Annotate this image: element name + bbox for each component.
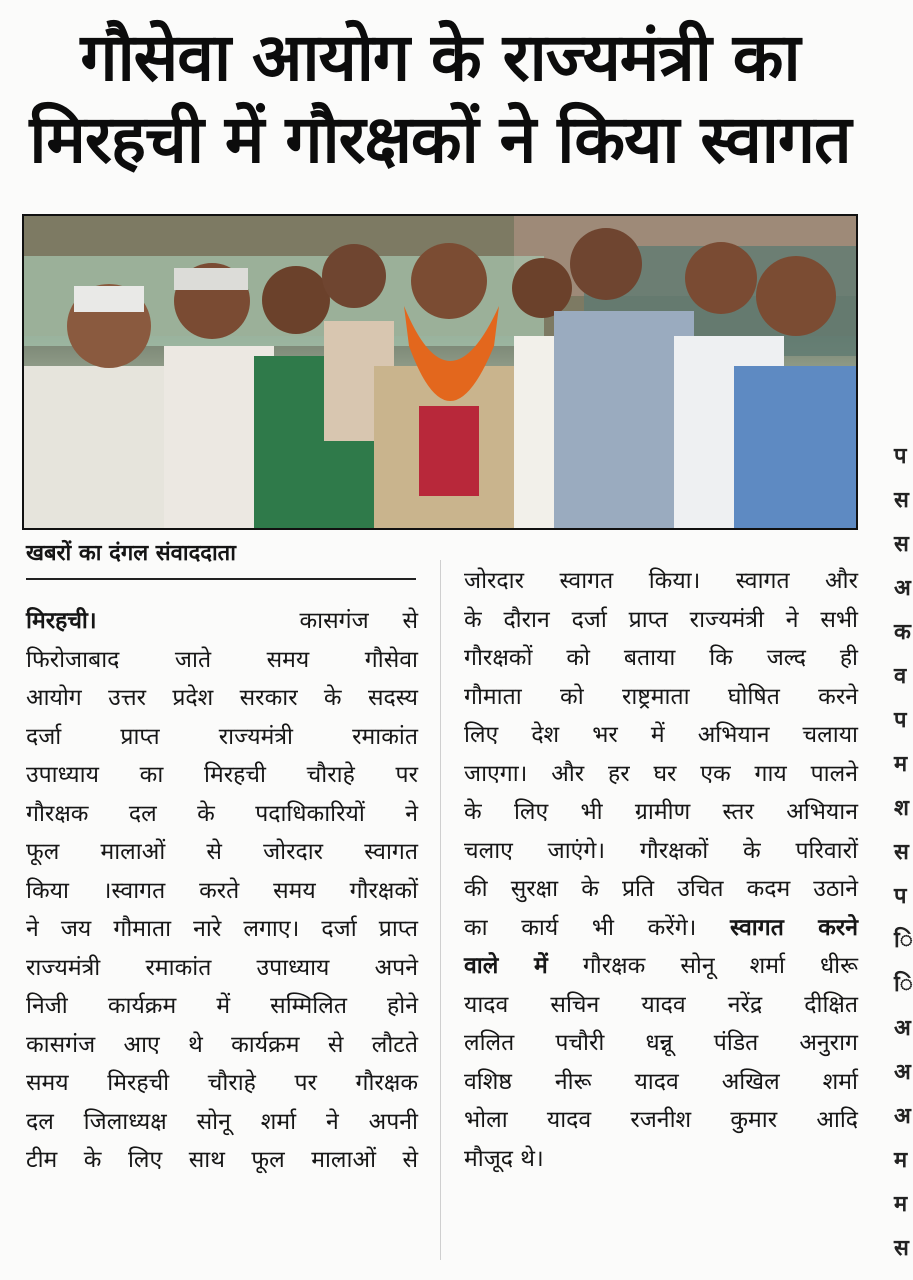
column1-line: गौरक्षक दल के पदाधिकारियों ने	[26, 800, 418, 827]
column1-line: फिरोजाबाद जाते समय गौसेवा	[26, 646, 418, 673]
column1-line: समय मिरहची चौराहे पर गौरक्षक	[26, 1070, 418, 1096]
column2-line: यादव सचिन यादव नरेंद्र दीक्षित	[464, 991, 858, 1018]
byline-rule	[26, 578, 416, 580]
column1-line: निजी कार्यक्रम में सम्मिलित होने	[26, 993, 418, 1019]
edge-fragment-char: अ	[894, 576, 911, 601]
article-column-2	[464, 562, 858, 1178]
column1-line: टीम के लिए साथ फूल मालाओं से	[26, 1147, 418, 1173]
column2-line-11-text: गौरक्षक सोनू शर्मा धीरू	[582, 953, 859, 979]
column1-line-1	[26, 602, 418, 641]
edge-fragment-char: प	[894, 708, 907, 733]
news-photo	[22, 214, 858, 530]
column2-line: भोला यादव रजनीश कुमार आदि	[464, 1107, 858, 1133]
group-photo-illustration	[24, 216, 856, 528]
column-divider	[440, 560, 441, 1260]
column2-line: चलाए जाएंगे। गौरक्षकों के परिवारों	[464, 837, 858, 864]
column1-line-1-text: कासगंज से	[299, 608, 418, 634]
dateline: मिरहची।	[26, 608, 97, 634]
headline-line-2: मिरहची में गौरक्षकों ने किया स्वागत	[29, 101, 851, 178]
edge-fragment-char: श	[894, 796, 909, 821]
edge-fragment-char: म	[894, 752, 908, 777]
edge-fragment-char: स	[894, 840, 909, 865]
adjacent-article-edge	[872, 0, 913, 1280]
column2-line-10	[464, 909, 858, 948]
column2-line: के लिए भी ग्रामीण स्तर अभियान	[464, 799, 858, 825]
column1-line: उपाध्याय का मिरहची चौराहे पर	[26, 762, 418, 788]
column2-line: लिए देश भर में अभियान चलाया	[464, 722, 858, 748]
edge-fragment-char: स	[894, 532, 909, 557]
edge-fragment-char: म	[894, 1192, 908, 1217]
column1-line: कासगंज आए थे कार्यक्रम से लौटते	[26, 1031, 418, 1058]
byline: खबरों का दंगल संवाददाता	[26, 541, 236, 566]
column2-line-10-text: का कार्य भी करेंगे।	[464, 914, 697, 941]
edge-fragment-char: प	[894, 444, 907, 469]
column2-line-11-bold: वाले में	[464, 953, 548, 979]
article-column-1	[26, 602, 418, 1180]
edge-fragment-char: क	[894, 620, 911, 645]
edge-fragment-char: ि	[894, 928, 913, 953]
edge-fragment-char: ि	[894, 972, 913, 997]
column2-line: ललित पचौरी धन्नू पंडित अनुराग	[464, 1030, 858, 1056]
column2-line: की सुरक्षा के प्रति उचित कदम उठाने	[464, 876, 858, 902]
column2-line-11	[464, 947, 858, 986]
column1-line: दल जिलाध्यक्ष सोनू शर्मा ने अपनी	[26, 1108, 418, 1135]
column2-line: जाएगा। और हर घर एक गाय पालने	[464, 760, 858, 787]
column1-line: किया ।स्वागत करते समय गौरक्षकों	[26, 877, 418, 904]
column1-line: राज्यमंत्री रमाकांत उपाध्याय अपने	[26, 954, 418, 981]
column2-line: वशिष्ठ नीरू यादव अखिल शर्मा	[464, 1068, 858, 1095]
column2-line: जोरदार स्वागत किया। स्वागत और	[464, 568, 858, 594]
column2-line-last: मौजूद थे।	[464, 1145, 544, 1172]
column2-line-10-bold: स्वागत करने	[730, 914, 858, 941]
column2-line: गौरक्षकों को बताया कि जल्द ही	[464, 645, 858, 671]
edge-fragment-char: अ	[894, 1016, 911, 1041]
edge-fragment-char: म	[894, 1148, 908, 1173]
edge-fragment-char: स	[894, 488, 909, 513]
edge-fragment-char: प	[894, 884, 907, 909]
headline-line-1: गौसेवा आयोग के राज्यमंत्री का	[80, 19, 800, 96]
edge-fragment-char: अ	[894, 1060, 911, 1085]
column2-line: गौमाता को राष्ट्रमाता घोषित करने	[464, 683, 858, 710]
edge-fragment-char: व	[894, 664, 907, 689]
edge-fragment-char: स	[894, 1236, 909, 1261]
column1-line: फूल मालाओं से जोरदार स्वागत	[26, 839, 418, 865]
column1-line: ने जय गौमाता नारे लगाए। दर्जा प्राप्त	[26, 916, 418, 942]
edge-fragment-char: अ	[894, 1104, 911, 1129]
column1-line: दर्जा प्राप्त राज्यमंत्री रमाकांत	[26, 723, 418, 750]
column2-line: के दौरान दर्जा प्राप्त राज्यमंत्री ने सभी	[464, 606, 858, 633]
column1-line: आयोग उत्तर प्रदेश सरकार के सदस्य	[26, 685, 418, 711]
